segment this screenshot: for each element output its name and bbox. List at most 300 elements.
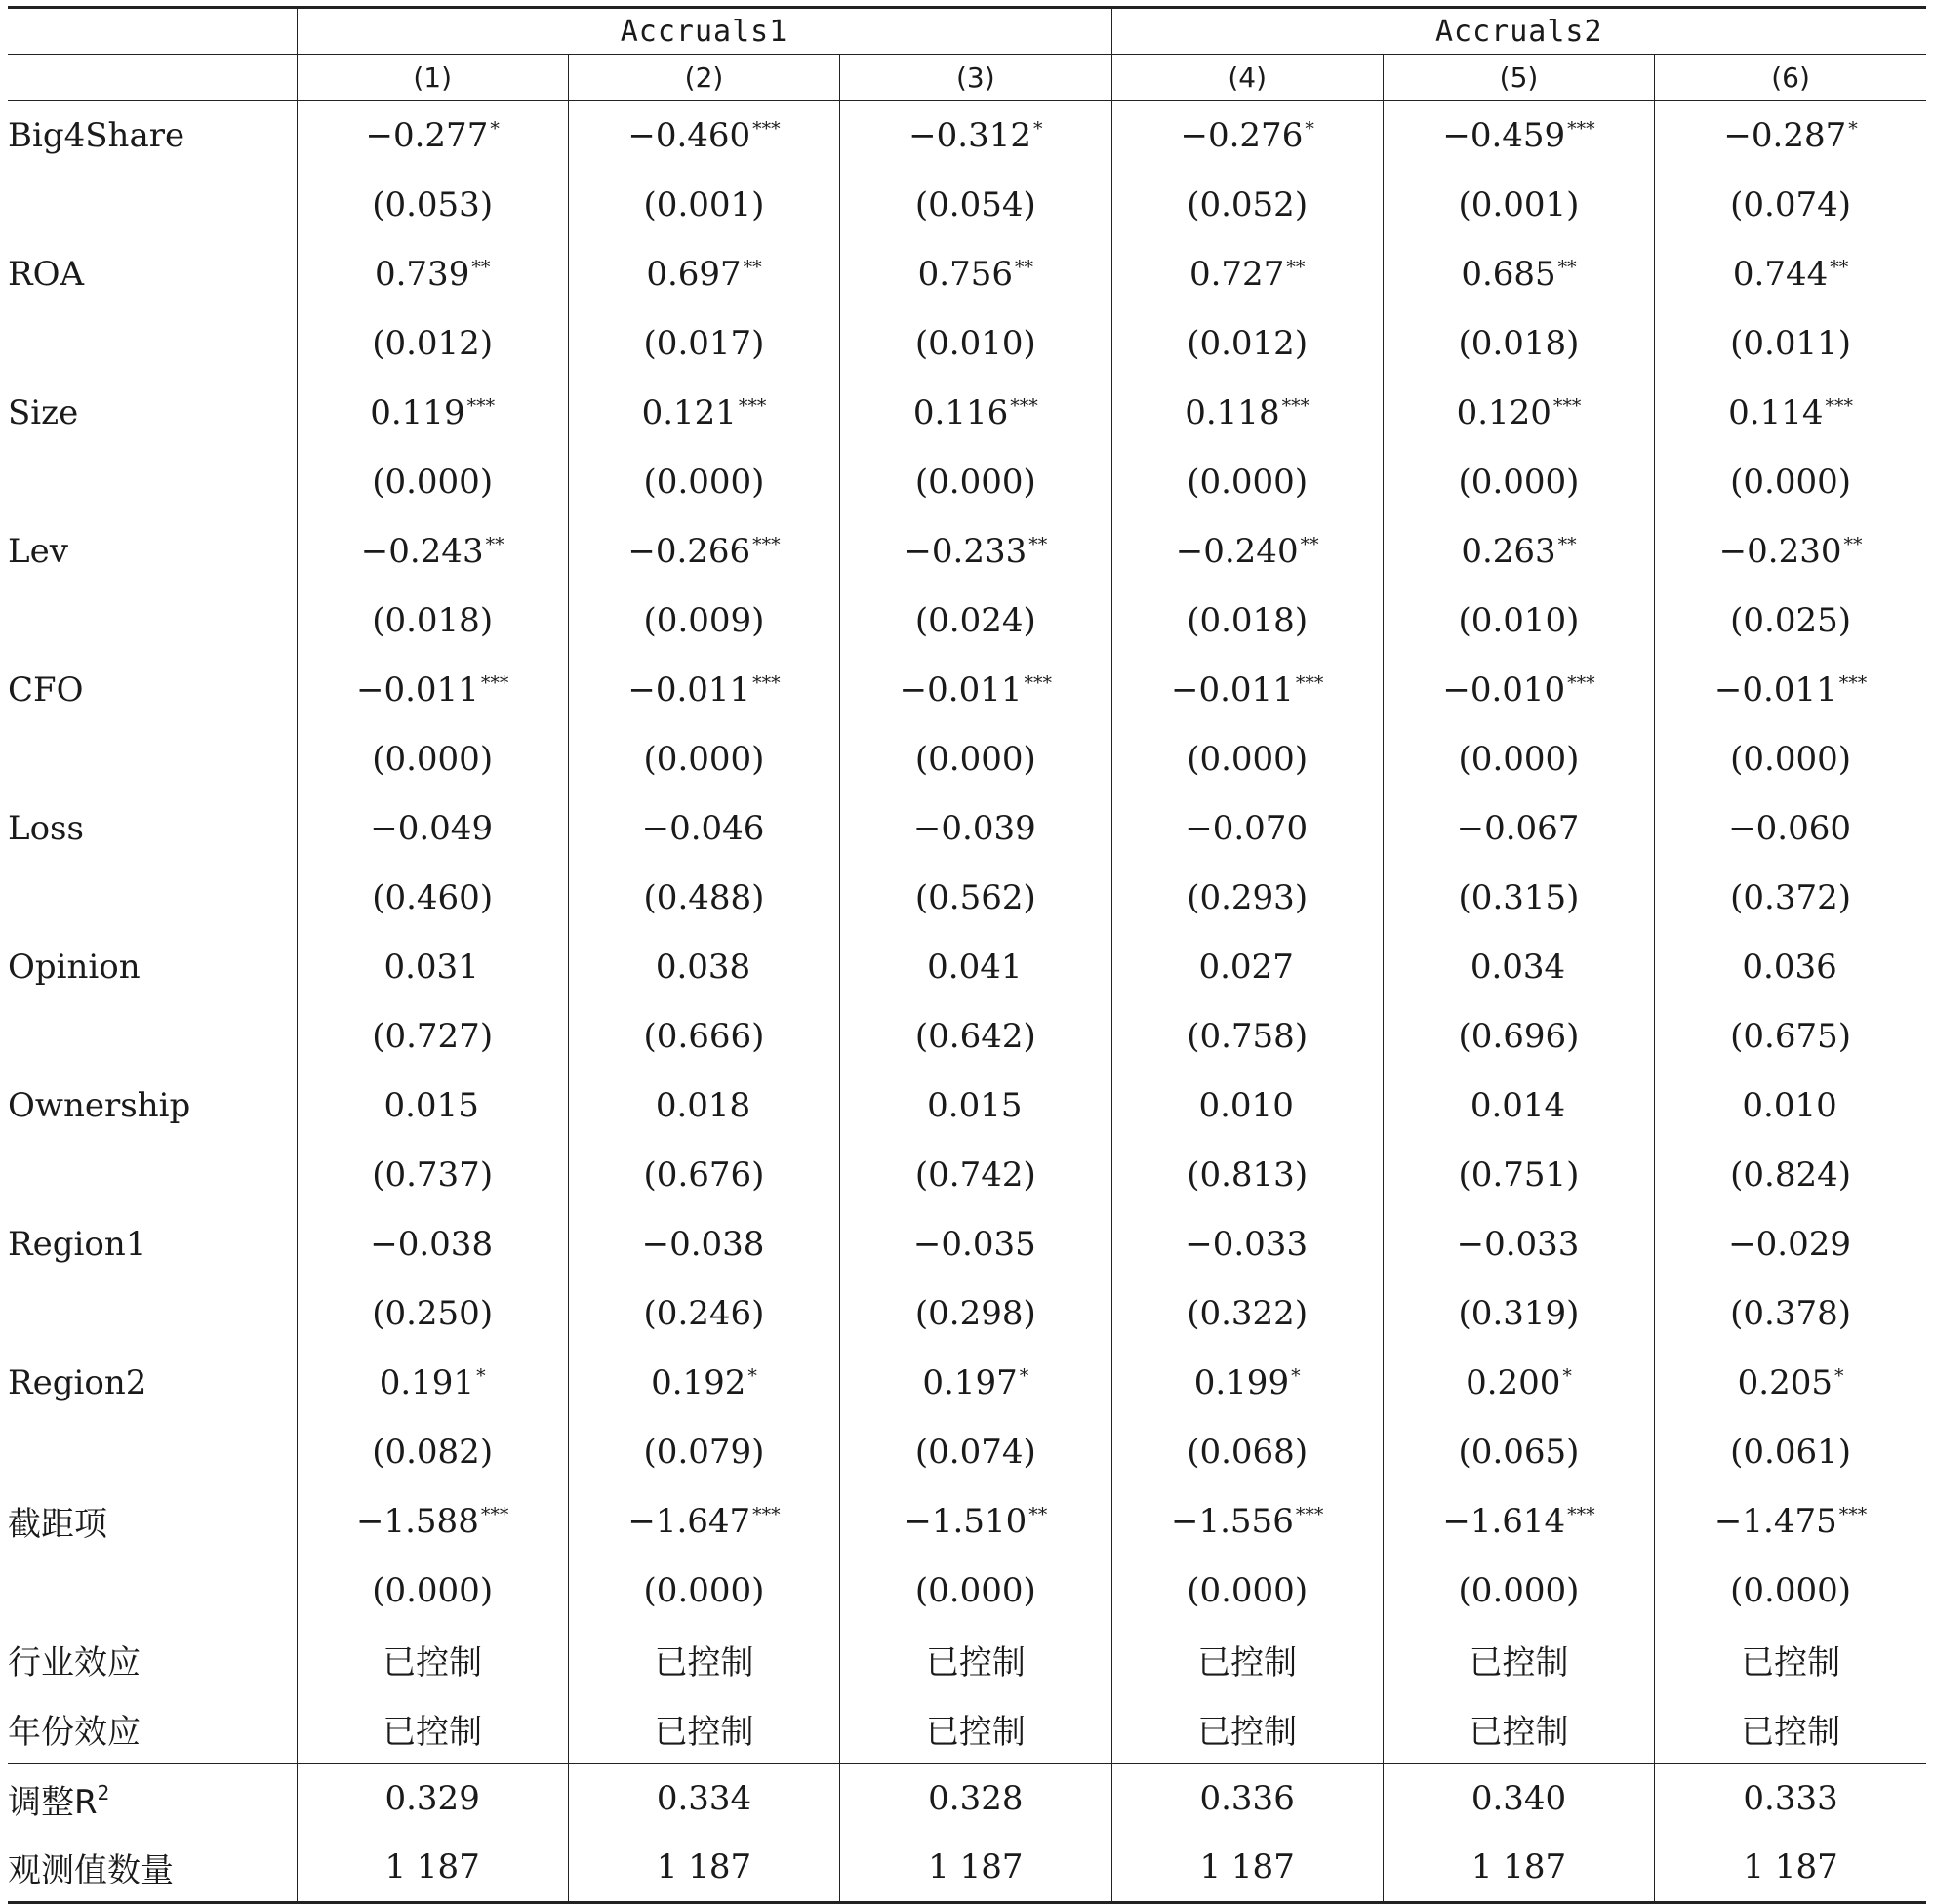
pvalue-cell: (0.024) bbox=[840, 586, 1111, 655]
pvalue-cell: (0.000) bbox=[1111, 447, 1383, 516]
corner-cell bbox=[8, 55, 297, 101]
significance-stars: ** bbox=[1300, 533, 1319, 555]
coef-value: 0.205 bbox=[1737, 1362, 1833, 1402]
significance-stars: ** bbox=[1286, 256, 1306, 278]
coef-value: −1.475 bbox=[1713, 1501, 1837, 1541]
variable-label: Region2 bbox=[8, 1362, 147, 1402]
variable-label: Big4Share bbox=[8, 115, 185, 155]
pvalue-cell: (0.737) bbox=[297, 1140, 568, 1209]
effect-cell: 已控制 bbox=[297, 1625, 568, 1694]
pvalue-cell: (0.372) bbox=[1655, 863, 1926, 932]
coef-cell bbox=[1111, 239, 1383, 308]
coef-cell bbox=[297, 1209, 568, 1278]
coef-value: −0.033 bbox=[1456, 1224, 1580, 1264]
coef-cell bbox=[297, 932, 568, 1001]
significance-stars: * bbox=[1305, 117, 1314, 140]
coef-cell bbox=[1111, 1071, 1383, 1140]
statistic-cell: 0.333 bbox=[1655, 1764, 1926, 1834]
coef-value: −0.459 bbox=[1442, 115, 1566, 155]
effect-cell: 已控制 bbox=[568, 1694, 839, 1764]
coef-value: 0.010 bbox=[1742, 1085, 1837, 1125]
pvalue-cell: (0.012) bbox=[1111, 308, 1383, 378]
coef-value: −0.046 bbox=[641, 808, 765, 848]
coef-cell bbox=[840, 932, 1111, 1001]
coef-value: 0.756 bbox=[917, 254, 1013, 294]
coef-cell bbox=[840, 1486, 1111, 1556]
coef-cell bbox=[1655, 1071, 1926, 1140]
significance-stars: *** bbox=[1295, 671, 1324, 694]
empty-label-cell bbox=[8, 1278, 297, 1348]
pvalue-cell: (0.012) bbox=[297, 308, 568, 378]
table-body bbox=[8, 101, 1926, 1903]
pvalue-cell: (0.824) bbox=[1655, 1140, 1926, 1209]
fixed-effect-row bbox=[8, 1625, 1926, 1694]
statistic-cell: 0.336 bbox=[1111, 1764, 1383, 1834]
coef-value: −0.460 bbox=[627, 115, 751, 155]
empty-label-cell bbox=[8, 724, 297, 793]
significance-stars: * bbox=[1032, 117, 1043, 140]
pvalue-row bbox=[8, 1001, 1926, 1071]
coef-cell bbox=[840, 1348, 1111, 1417]
pvalue-cell: (0.322) bbox=[1111, 1278, 1383, 1348]
coef-cell bbox=[1383, 655, 1654, 724]
coef-cell bbox=[840, 1071, 1111, 1140]
coef-cell bbox=[1655, 1209, 1926, 1278]
pvalue-cell: (0.000) bbox=[840, 724, 1111, 793]
coef-value: −0.312 bbox=[908, 115, 1031, 155]
significance-stars: *** bbox=[1838, 1503, 1868, 1525]
effect-cell: 已控制 bbox=[840, 1694, 1111, 1764]
pvalue-cell: (0.000) bbox=[1655, 724, 1926, 793]
pvalue-row bbox=[8, 1556, 1926, 1625]
pvalue-row bbox=[8, 863, 1926, 932]
significance-stars: *** bbox=[1567, 117, 1595, 140]
coef-cell bbox=[840, 516, 1111, 586]
significance-stars: * bbox=[490, 117, 500, 140]
coef-value: 0.197 bbox=[922, 1362, 1018, 1402]
group-header-accruals1: Accruals1 bbox=[297, 8, 1111, 55]
significance-stars: ** bbox=[485, 533, 504, 555]
coef-cell bbox=[568, 1209, 839, 1278]
coef-cell bbox=[1383, 1071, 1654, 1140]
pvalue-cell: (0.758) bbox=[1111, 1001, 1383, 1071]
empty-label-cell bbox=[8, 1140, 297, 1209]
coef-row bbox=[8, 1486, 1926, 1556]
corner-cell bbox=[8, 8, 297, 55]
coef-value: 0.697 bbox=[646, 254, 742, 294]
coef-cell bbox=[297, 1071, 568, 1140]
significance-stars: *** bbox=[480, 1503, 509, 1525]
variable-label: Opinion bbox=[8, 947, 141, 987]
coef-cell bbox=[840, 239, 1111, 308]
effect-label: 年份效应 bbox=[8, 1694, 297, 1764]
pvalue-cell: (0.000) bbox=[1383, 447, 1654, 516]
pvalue-cell: (0.010) bbox=[840, 308, 1111, 378]
significance-stars: *** bbox=[1552, 394, 1582, 417]
effect-cell: 已控制 bbox=[1111, 1694, 1383, 1764]
significance-stars: * bbox=[1834, 1364, 1844, 1387]
statistic-label-text: 观测值数量 bbox=[8, 1850, 174, 1890]
coef-cell bbox=[1383, 378, 1654, 447]
column-header: (4) bbox=[1111, 55, 1383, 101]
coef-value: −0.266 bbox=[627, 531, 751, 571]
coef-row bbox=[8, 1348, 1926, 1417]
pvalue-row bbox=[8, 1417, 1926, 1486]
empty-label-cell bbox=[8, 1556, 297, 1625]
coef-value: −0.233 bbox=[904, 531, 1027, 571]
pvalue-cell: (0.675) bbox=[1655, 1001, 1926, 1071]
coef-cell bbox=[1111, 793, 1383, 863]
coef-value: −1.614 bbox=[1442, 1501, 1566, 1541]
statistic-label bbox=[8, 1833, 297, 1903]
coef-cell bbox=[568, 932, 839, 1001]
coef-cell bbox=[1383, 932, 1654, 1001]
pvalue-cell: (0.010) bbox=[1383, 586, 1654, 655]
coef-cell bbox=[1655, 101, 1926, 171]
coef-cell bbox=[297, 655, 568, 724]
pvalue-cell: (0.074) bbox=[840, 1417, 1111, 1486]
pvalue-cell: (0.000) bbox=[297, 447, 568, 516]
column-header: (3) bbox=[840, 55, 1111, 101]
coef-value: 0.744 bbox=[1732, 254, 1829, 294]
coef-cell bbox=[297, 1348, 568, 1417]
column-header: (2) bbox=[568, 55, 839, 101]
significance-stars: *** bbox=[1825, 394, 1853, 417]
significance-stars: *** bbox=[1567, 671, 1595, 694]
coef-value: 0.263 bbox=[1461, 531, 1556, 571]
significance-stars: * bbox=[1562, 1364, 1572, 1387]
coef-cell bbox=[1383, 1348, 1654, 1417]
empty-label-cell bbox=[8, 863, 297, 932]
pvalue-cell: (0.000) bbox=[568, 447, 839, 516]
significance-stars: ** bbox=[1015, 256, 1033, 278]
coef-row bbox=[8, 1209, 1926, 1278]
pvalue-cell: (0.250) bbox=[297, 1278, 568, 1348]
pvalue-cell: (0.000) bbox=[840, 1556, 1111, 1625]
coef-cell bbox=[1383, 1486, 1654, 1556]
coef-value: −0.038 bbox=[370, 1224, 494, 1264]
empty-label-cell bbox=[8, 1417, 297, 1486]
pvalue-cell: (0.018) bbox=[1383, 308, 1654, 378]
pvalue-row bbox=[8, 447, 1926, 516]
significance-stars: *** bbox=[752, 533, 781, 555]
statistic-cell: 0.329 bbox=[297, 1764, 568, 1834]
statistic-cell: 1 187 bbox=[840, 1833, 1111, 1903]
effect-cell: 已控制 bbox=[1655, 1625, 1926, 1694]
coef-cell bbox=[1111, 1486, 1383, 1556]
coef-cell bbox=[1655, 1348, 1926, 1417]
empty-label-cell bbox=[8, 170, 297, 239]
coef-value: 0.015 bbox=[383, 1085, 479, 1125]
variable-label: Ownership bbox=[8, 1085, 191, 1125]
significance-stars: * bbox=[1848, 117, 1858, 140]
statistic-label bbox=[8, 1764, 297, 1834]
significance-stars: *** bbox=[480, 671, 509, 694]
pvalue-cell: (0.001) bbox=[1383, 170, 1654, 239]
coef-cell bbox=[297, 793, 568, 863]
effect-cell: 已控制 bbox=[568, 1625, 839, 1694]
pvalue-cell: (0.727) bbox=[297, 1001, 568, 1071]
coef-value: −0.067 bbox=[1456, 808, 1580, 848]
pvalue-cell: (0.666) bbox=[568, 1001, 839, 1071]
coef-value: 0.119 bbox=[370, 392, 465, 432]
significance-stars: * bbox=[747, 1364, 757, 1387]
coef-value: −1.588 bbox=[356, 1501, 479, 1541]
pvalue-cell: (0.061) bbox=[1655, 1417, 1926, 1486]
statistic-cell: 1 187 bbox=[1655, 1833, 1926, 1903]
coef-cell bbox=[1383, 1209, 1654, 1278]
coef-cell bbox=[297, 101, 568, 171]
significance-stars: ** bbox=[1557, 256, 1577, 278]
pvalue-cell: (0.642) bbox=[840, 1001, 1111, 1071]
coef-row bbox=[8, 239, 1926, 308]
pvalue-cell: (0.246) bbox=[568, 1278, 839, 1348]
pvalue-cell: (0.074) bbox=[1655, 170, 1926, 239]
coef-cell bbox=[1655, 239, 1926, 308]
coef-value: −0.276 bbox=[1180, 115, 1304, 155]
coef-cell bbox=[1655, 793, 1926, 863]
pvalue-row bbox=[8, 308, 1926, 378]
statistic-cell: 1 187 bbox=[1111, 1833, 1383, 1903]
coef-value: 0.120 bbox=[1456, 392, 1551, 432]
effect-cell: 已控制 bbox=[1383, 1625, 1654, 1694]
coef-value: −0.011 bbox=[1713, 669, 1837, 709]
empty-label-cell bbox=[8, 447, 297, 516]
statistic-row bbox=[8, 1764, 1926, 1834]
pvalue-cell: (0.315) bbox=[1383, 863, 1654, 932]
pvalue-row bbox=[8, 1278, 1926, 1348]
variable-label: 截距项 bbox=[8, 1505, 107, 1544]
column-header: (6) bbox=[1655, 55, 1926, 101]
significance-stars: * bbox=[476, 1364, 486, 1387]
coef-value: −0.243 bbox=[360, 531, 484, 571]
coef-cell bbox=[297, 378, 568, 447]
pvalue-cell: (0.001) bbox=[568, 170, 839, 239]
pvalue-cell: (0.082) bbox=[297, 1417, 568, 1486]
pvalue-cell: (0.742) bbox=[840, 1140, 1111, 1209]
coef-value: 0.739 bbox=[374, 254, 470, 294]
column-number-row bbox=[8, 55, 1926, 101]
coef-cell bbox=[297, 1486, 568, 1556]
statistic-label-text: 调整R bbox=[8, 1782, 98, 1822]
coef-row bbox=[8, 101, 1926, 171]
coef-cell bbox=[568, 793, 839, 863]
pvalue-cell: (0.000) bbox=[1655, 447, 1926, 516]
coef-cell bbox=[568, 1071, 839, 1140]
fixed-effect-row bbox=[8, 1694, 1926, 1764]
regression-results-table bbox=[8, 6, 1926, 1904]
coef-value: 0.727 bbox=[1189, 254, 1285, 294]
significance-stars: *** bbox=[466, 394, 496, 417]
significance-stars: *** bbox=[1010, 394, 1038, 417]
pvalue-cell: (0.813) bbox=[1111, 1140, 1383, 1209]
coef-cell bbox=[568, 101, 839, 171]
coef-value: −0.287 bbox=[1723, 115, 1847, 155]
empty-label-cell bbox=[8, 1001, 297, 1071]
column-header: (5) bbox=[1383, 55, 1654, 101]
statistic-cell: 0.328 bbox=[840, 1764, 1111, 1834]
coef-cell bbox=[568, 239, 839, 308]
pvalue-cell: (0.009) bbox=[568, 586, 839, 655]
significance-stars: *** bbox=[752, 671, 781, 694]
pvalue-cell: (0.000) bbox=[568, 724, 839, 793]
pvalue-cell: (0.018) bbox=[1111, 586, 1383, 655]
coef-value: 0.200 bbox=[1466, 1362, 1561, 1402]
pvalue-cell: (0.000) bbox=[297, 1556, 568, 1625]
coef-value: 0.191 bbox=[379, 1362, 475, 1402]
coef-cell bbox=[840, 655, 1111, 724]
coef-cell bbox=[568, 1348, 839, 1417]
coef-value: 0.010 bbox=[1198, 1085, 1294, 1125]
pvalue-cell: (0.025) bbox=[1655, 586, 1926, 655]
pvalue-cell: (0.319) bbox=[1383, 1278, 1654, 1348]
significance-stars: *** bbox=[1567, 1503, 1595, 1525]
empty-label-cell bbox=[8, 586, 297, 655]
significance-stars: ** bbox=[1557, 533, 1577, 555]
statistic-cell: 0.334 bbox=[568, 1764, 839, 1834]
coef-cell bbox=[1111, 516, 1383, 586]
pvalue-cell: (0.068) bbox=[1111, 1417, 1383, 1486]
significance-stars: ** bbox=[1028, 533, 1048, 555]
coef-cell bbox=[1655, 932, 1926, 1001]
effect-cell: 已控制 bbox=[1111, 1625, 1383, 1694]
column-header: (1) bbox=[297, 55, 568, 101]
pvalue-cell: (0.293) bbox=[1111, 863, 1383, 932]
coef-cell bbox=[840, 793, 1111, 863]
pvalue-cell: (0.054) bbox=[840, 170, 1111, 239]
coef-value: −0.070 bbox=[1185, 808, 1309, 848]
statistic-cell: 1 187 bbox=[1383, 1833, 1654, 1903]
pvalue-cell: (0.011) bbox=[1655, 308, 1926, 378]
coef-row bbox=[8, 516, 1926, 586]
coef-cell bbox=[568, 516, 839, 586]
significance-stars: *** bbox=[1838, 671, 1868, 694]
variable-label: Lev bbox=[8, 531, 68, 571]
coef-value: 0.118 bbox=[1185, 392, 1280, 432]
pvalue-cell: (0.065) bbox=[1383, 1417, 1654, 1486]
coef-cell bbox=[1111, 378, 1383, 447]
variable-label: Region1 bbox=[8, 1224, 147, 1264]
coef-value: 0.018 bbox=[655, 1085, 751, 1125]
pvalue-cell: (0.017) bbox=[568, 308, 839, 378]
coef-value: 0.034 bbox=[1470, 947, 1566, 987]
coef-value: 0.199 bbox=[1193, 1362, 1290, 1402]
statistic-cell: 0.340 bbox=[1383, 1764, 1654, 1834]
pvalue-cell: (0.052) bbox=[1111, 170, 1383, 239]
coef-value: −0.230 bbox=[1718, 531, 1842, 571]
coef-value: −0.277 bbox=[365, 115, 489, 155]
pvalue-row bbox=[8, 724, 1926, 793]
coef-cell bbox=[568, 655, 839, 724]
coef-cell bbox=[1655, 378, 1926, 447]
coef-cell bbox=[840, 378, 1111, 447]
pvalue-cell: (0.378) bbox=[1655, 1278, 1926, 1348]
coef-value: 0.192 bbox=[651, 1362, 746, 1402]
coef-value: 0.038 bbox=[655, 947, 751, 987]
significance-stars: * bbox=[1291, 1364, 1301, 1387]
coef-cell bbox=[568, 1486, 839, 1556]
coef-cell bbox=[1383, 239, 1654, 308]
coef-value: −0.033 bbox=[1185, 1224, 1309, 1264]
coef-value: −0.049 bbox=[370, 808, 494, 848]
significance-stars: ** bbox=[1830, 256, 1849, 278]
coef-value: −0.038 bbox=[641, 1224, 765, 1264]
pvalue-cell: (0.460) bbox=[297, 863, 568, 932]
effect-cell: 已控制 bbox=[297, 1694, 568, 1764]
coef-cell bbox=[297, 516, 568, 586]
effect-cell: 已控制 bbox=[840, 1625, 1111, 1694]
significance-stars: *** bbox=[1295, 1503, 1324, 1525]
pvalue-row bbox=[8, 586, 1926, 655]
significance-stars: ** bbox=[743, 256, 762, 278]
coef-row bbox=[8, 793, 1926, 863]
pvalue-cell: (0.018) bbox=[297, 586, 568, 655]
coef-cell bbox=[1383, 101, 1654, 171]
pvalue-cell: (0.562) bbox=[840, 863, 1111, 932]
coef-value: −0.010 bbox=[1442, 669, 1566, 709]
pvalue-cell: (0.000) bbox=[1383, 1556, 1654, 1625]
coef-value: −1.510 bbox=[904, 1501, 1027, 1541]
significance-stars: ** bbox=[1028, 1503, 1048, 1525]
significance-stars: *** bbox=[752, 1503, 781, 1525]
pvalue-row bbox=[8, 1140, 1926, 1209]
coef-value: 0.685 bbox=[1461, 254, 1556, 294]
coef-cell bbox=[1383, 516, 1654, 586]
coef-cell bbox=[1111, 101, 1383, 171]
coef-cell bbox=[297, 239, 568, 308]
pvalue-cell: (0.000) bbox=[1383, 724, 1654, 793]
effect-cell: 已控制 bbox=[1383, 1694, 1654, 1764]
coef-value: −1.556 bbox=[1171, 1501, 1294, 1541]
coef-value: 0.014 bbox=[1470, 1085, 1566, 1125]
coef-cell bbox=[840, 1209, 1111, 1278]
statistic-cell: 1 187 bbox=[568, 1833, 839, 1903]
coef-cell bbox=[568, 378, 839, 447]
pvalue-cell: (0.000) bbox=[568, 1556, 839, 1625]
significance-stars: *** bbox=[738, 394, 767, 417]
effect-cell: 已控制 bbox=[1655, 1694, 1926, 1764]
coef-value: −0.011 bbox=[627, 669, 751, 709]
coef-row bbox=[8, 1071, 1926, 1140]
coef-cell bbox=[1655, 1486, 1926, 1556]
pvalue-cell: (0.000) bbox=[1111, 724, 1383, 793]
significance-stars: *** bbox=[752, 117, 781, 140]
coef-value: 0.031 bbox=[383, 947, 479, 987]
coef-cell bbox=[1111, 932, 1383, 1001]
pvalue-cell: (0.696) bbox=[1383, 1001, 1654, 1071]
pvalue-cell: (0.000) bbox=[1655, 1556, 1926, 1625]
variable-label: CFO bbox=[8, 669, 84, 709]
coef-value: −0.060 bbox=[1728, 808, 1851, 848]
coef-value: −0.011 bbox=[356, 669, 479, 709]
pvalue-row bbox=[8, 170, 1926, 239]
pvalue-cell: (0.000) bbox=[297, 724, 568, 793]
coef-cell bbox=[840, 101, 1111, 171]
empty-label-cell bbox=[8, 308, 297, 378]
coef-row bbox=[8, 378, 1926, 447]
coef-row bbox=[8, 655, 1926, 724]
pvalue-cell: (0.000) bbox=[1111, 1556, 1383, 1625]
coef-cell bbox=[1111, 655, 1383, 724]
superscript: 2 bbox=[97, 1780, 110, 1804]
variable-label: ROA bbox=[8, 254, 85, 294]
group-header-accruals2: Accruals2 bbox=[1111, 8, 1926, 55]
coef-value: 0.015 bbox=[927, 1085, 1023, 1125]
significance-stars: ** bbox=[1843, 533, 1863, 555]
pvalue-cell: (0.053) bbox=[297, 170, 568, 239]
significance-stars: *** bbox=[1024, 671, 1052, 694]
statistic-cell: 1 187 bbox=[297, 1833, 568, 1903]
